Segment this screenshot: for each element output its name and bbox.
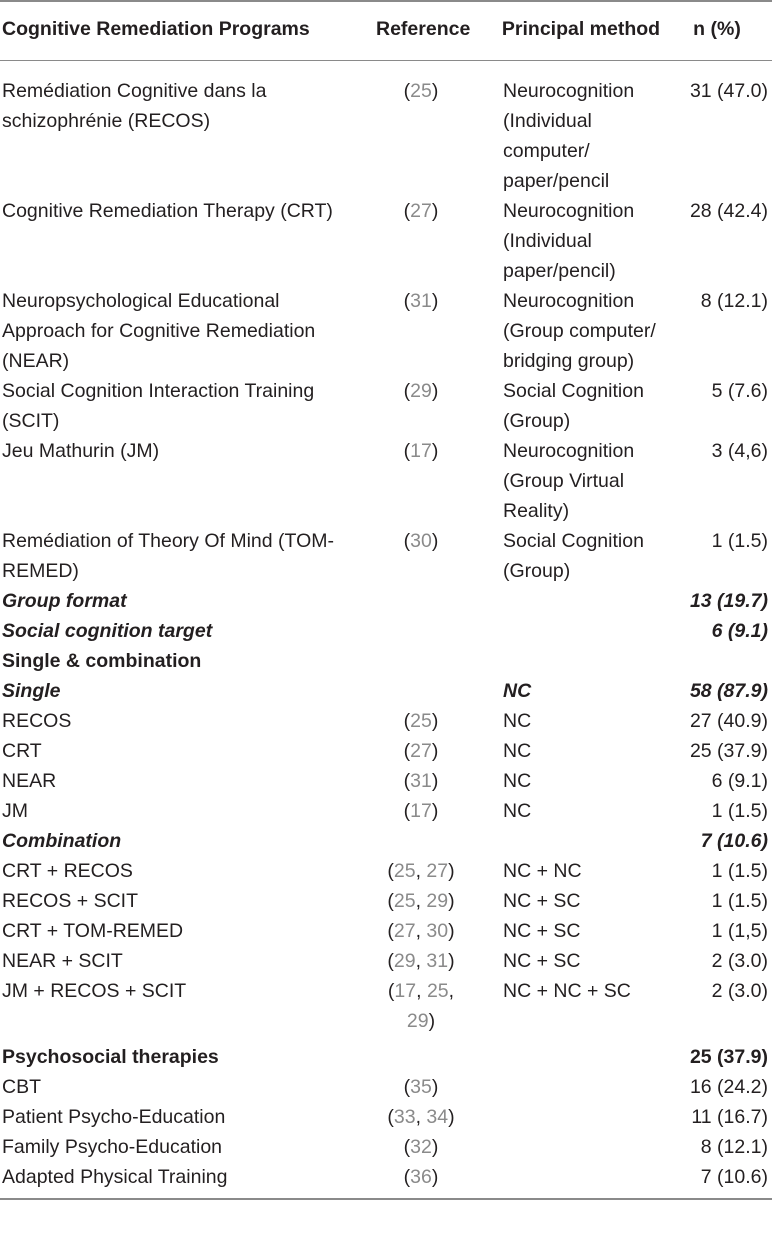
count-cell: 2 (3.0) bbox=[711, 980, 768, 1002]
reference-link[interactable]: 35 bbox=[410, 1076, 432, 1098]
reference-cell bbox=[372, 586, 500, 616]
reference-link[interactable]: 31 bbox=[426, 950, 449, 972]
program-cell: Psychosocial therapies bbox=[2, 1046, 219, 1068]
reference-cell: (17) bbox=[403, 440, 439, 462]
table-row bbox=[0, 1162, 772, 1199]
table-row bbox=[0, 1102, 772, 1132]
table-row bbox=[0, 886, 772, 916]
count-cell: 3 (4,6) bbox=[711, 440, 768, 462]
program-cell: Cognitive Remediation Therapy (CRT) bbox=[2, 200, 333, 222]
program-cell: JM bbox=[2, 800, 28, 822]
count-cell: 31 (47.0) bbox=[689, 80, 768, 102]
reference-cell bbox=[372, 646, 500, 676]
method-cell: NC bbox=[503, 770, 532, 792]
table-row bbox=[0, 1072, 772, 1102]
method-cell: Neurocognition (Group Virtual Reality) bbox=[503, 440, 635, 522]
reference-link[interactable]: 27 bbox=[426, 860, 449, 882]
reference-link[interactable]: 27 bbox=[393, 920, 416, 942]
header-programs: Cognitive Remediation Programs bbox=[0, 1, 372, 61]
reference-link[interactable]: 30 bbox=[410, 530, 432, 552]
table-row bbox=[0, 676, 772, 706]
program-cell: Remédiation Cognitive dans la schizophrénie (RECOS) bbox=[2, 80, 267, 132]
count-cell: 8 (12.1) bbox=[700, 290, 768, 312]
reference-link[interactable]: 36 bbox=[410, 1166, 432, 1188]
method-cell bbox=[500, 1102, 662, 1132]
reference-link[interactable]: 25 bbox=[410, 80, 432, 102]
count-cell: 13 (19.7) bbox=[689, 590, 768, 612]
method-cell: NC + NC + SC bbox=[503, 980, 631, 1002]
reference-link[interactable]: 17 bbox=[410, 440, 432, 462]
table-row bbox=[0, 61, 772, 197]
table-row bbox=[0, 946, 772, 976]
program-cell: CBT bbox=[2, 1076, 41, 1098]
method-cell: NC bbox=[503, 800, 532, 822]
table-row bbox=[0, 976, 772, 1036]
reference-cell bbox=[372, 1036, 500, 1072]
program-cell: Single & combination bbox=[2, 650, 202, 672]
reference-link[interactable]: 25 bbox=[410, 710, 432, 732]
reference-cell: (27) bbox=[403, 200, 439, 222]
reference-cell bbox=[372, 826, 500, 856]
table-row bbox=[0, 616, 772, 646]
count-cell: 25 (37.9) bbox=[689, 1046, 768, 1068]
count-cell: 1 (1.5) bbox=[711, 860, 768, 882]
table-row bbox=[0, 586, 772, 616]
count-cell: 27 (40.9) bbox=[689, 710, 768, 732]
method-cell: NC + SC bbox=[503, 950, 581, 972]
table-row bbox=[0, 1036, 772, 1072]
method-cell: Neurocognition (Group computer/ bridging group) bbox=[503, 290, 656, 372]
reference-link[interactable]: 27 bbox=[410, 200, 432, 222]
count-cell: 25 (37.9) bbox=[689, 740, 768, 762]
count-cell: 2 (3.0) bbox=[711, 950, 768, 972]
count-cell: 8 (12.1) bbox=[700, 1136, 768, 1158]
count-cell: 1 (1.5) bbox=[711, 800, 768, 822]
table-row bbox=[0, 796, 772, 826]
count-cell: 1 (1.5) bbox=[711, 530, 768, 552]
reference-cell: (31) bbox=[403, 290, 439, 312]
reference-link[interactable]: 33 bbox=[393, 1106, 416, 1128]
program-cell: Social cognition target bbox=[2, 620, 213, 642]
reference-cell: (33, 34) bbox=[387, 1106, 455, 1128]
reference-cell: (31) bbox=[403, 770, 439, 792]
reference-link[interactable]: 27 bbox=[410, 740, 432, 762]
method-cell bbox=[500, 1162, 662, 1199]
method-cell bbox=[500, 1036, 662, 1072]
table-row bbox=[0, 826, 772, 856]
header-n: n (%) bbox=[662, 1, 772, 61]
reference-cell: (29) bbox=[403, 380, 439, 402]
reference-cell: (17, 25, 29) bbox=[387, 980, 455, 1032]
reference-cell bbox=[372, 616, 500, 646]
reference-cell: (29, 31) bbox=[387, 950, 455, 972]
program-cell: Patient Psycho-Education bbox=[2, 1106, 226, 1128]
reference-link[interactable]: 34 bbox=[426, 1106, 449, 1128]
program-cell: CRT bbox=[2, 740, 42, 762]
table-row bbox=[0, 646, 772, 676]
program-cell: RECOS bbox=[2, 710, 72, 732]
method-cell: NC bbox=[503, 740, 532, 762]
reference-cell: (25) bbox=[403, 710, 439, 732]
reference-link[interactable]: 17 bbox=[410, 800, 432, 822]
count-cell: 7 (10.6) bbox=[700, 830, 768, 852]
reference-link[interactable]: 25 bbox=[426, 980, 449, 1002]
table-row bbox=[0, 766, 772, 796]
count-cell: 5 (7.6) bbox=[711, 380, 768, 402]
reference-cell: (35) bbox=[403, 1076, 439, 1098]
method-cell: NC bbox=[503, 680, 532, 702]
method-cell: Neurocognition (Individual paper/pencil) bbox=[503, 200, 635, 282]
reference-cell: (25, 29) bbox=[387, 890, 455, 912]
reference-link[interactable]: 17 bbox=[394, 980, 417, 1002]
table-row bbox=[0, 706, 772, 736]
reference-cell: (27) bbox=[403, 740, 439, 762]
table-row bbox=[0, 856, 772, 886]
program-cell: Neuropsychological Educational Approach for Cognitive Remediation (NEAR) bbox=[2, 290, 316, 372]
program-cell: Remédiation of Theory Of Mind (TOM-REMED) bbox=[2, 530, 334, 582]
program-cell: NEAR bbox=[2, 770, 57, 792]
program-cell: JM + RECOS + SCIT bbox=[2, 980, 187, 1002]
reference-cell: (30) bbox=[403, 530, 439, 552]
method-cell: Social Cognition (Group) bbox=[503, 380, 644, 432]
program-cell: Group format bbox=[2, 590, 127, 612]
reference-cell: (36) bbox=[372, 1162, 500, 1199]
reference-link[interactable]: 31 bbox=[410, 290, 432, 312]
program-cell: Single bbox=[2, 680, 61, 702]
program-cell: Adapted Physical Training bbox=[0, 1162, 372, 1199]
method-cell: NC + SC bbox=[503, 920, 581, 942]
method-cell bbox=[500, 826, 662, 856]
reference-link[interactable]: 29 bbox=[410, 380, 432, 402]
method-cell: NC bbox=[503, 710, 532, 732]
method-cell bbox=[500, 1072, 662, 1102]
method-cell bbox=[500, 586, 662, 616]
count-cell: 1 (1.5) bbox=[711, 890, 768, 912]
table-row bbox=[0, 436, 772, 526]
reference-cell: (17) bbox=[403, 800, 439, 822]
table-body bbox=[0, 61, 772, 1200]
program-cell: Family Psycho-Education bbox=[2, 1136, 223, 1158]
program-cell: Social Cognition Interaction Training (SCIT) bbox=[2, 380, 315, 432]
reference-cell: (25) bbox=[403, 80, 439, 102]
count-cell bbox=[662, 646, 772, 676]
program-cell: Jeu Mathurin (JM) bbox=[2, 440, 160, 462]
count-cell: 28 (42.4) bbox=[689, 200, 768, 222]
count-cell: 16 (24.2) bbox=[689, 1076, 768, 1098]
count-cell: 7 (10.6) bbox=[662, 1162, 772, 1199]
reference-link[interactable]: 25 bbox=[393, 860, 416, 882]
table-row bbox=[0, 526, 772, 586]
table-header-row bbox=[0, 1, 772, 61]
program-cell: CRT + RECOS bbox=[2, 860, 133, 882]
method-cell: NC + NC bbox=[503, 860, 582, 882]
count-cell: 6 (9.1) bbox=[711, 770, 768, 792]
reference-cell: (25, 27) bbox=[387, 860, 455, 882]
reference-cell: (32) bbox=[403, 1136, 439, 1158]
count-cell: 1 (1,5) bbox=[711, 920, 768, 942]
method-cell: Social Cognition (Group) bbox=[503, 530, 644, 582]
table-row bbox=[0, 1132, 772, 1162]
reference-cell bbox=[372, 676, 500, 706]
program-cell: RECOS + SCIT bbox=[2, 890, 138, 912]
reference-link[interactable]: 31 bbox=[410, 770, 432, 792]
method-cell: NC + SC bbox=[503, 890, 581, 912]
table-row bbox=[0, 286, 772, 376]
reference-cell: (27, 30) bbox=[387, 920, 455, 942]
header-method: Principal method bbox=[500, 1, 662, 61]
count-cell: 6 (9.1) bbox=[711, 620, 768, 642]
reference-link[interactable]: 25 bbox=[393, 890, 416, 912]
method-cell bbox=[500, 1132, 662, 1162]
method-cell bbox=[500, 616, 662, 646]
table-row bbox=[0, 736, 772, 766]
header-reference: Reference bbox=[372, 1, 500, 61]
count-cell: 11 (16.7) bbox=[691, 1106, 768, 1128]
reference-link[interactable]: 32 bbox=[410, 1136, 432, 1158]
program-cell: CRT + TOM-REMED bbox=[2, 920, 184, 942]
reference-link[interactable]: 29 bbox=[406, 1010, 429, 1032]
method-cell: Neurocognition (Individual computer/ paper/pencil bbox=[503, 80, 635, 192]
table-row bbox=[0, 916, 772, 946]
reference-link[interactable]: 29 bbox=[393, 950, 416, 972]
method-cell bbox=[500, 646, 662, 676]
reference-link[interactable]: 30 bbox=[426, 920, 449, 942]
count-cell: 58 (87.9) bbox=[689, 680, 768, 702]
table-row bbox=[0, 196, 772, 286]
program-cell: Combination bbox=[2, 830, 122, 852]
reference-link[interactable]: 29 bbox=[426, 890, 449, 912]
program-cell: NEAR + SCIT bbox=[2, 950, 123, 972]
table-row bbox=[0, 376, 772, 436]
